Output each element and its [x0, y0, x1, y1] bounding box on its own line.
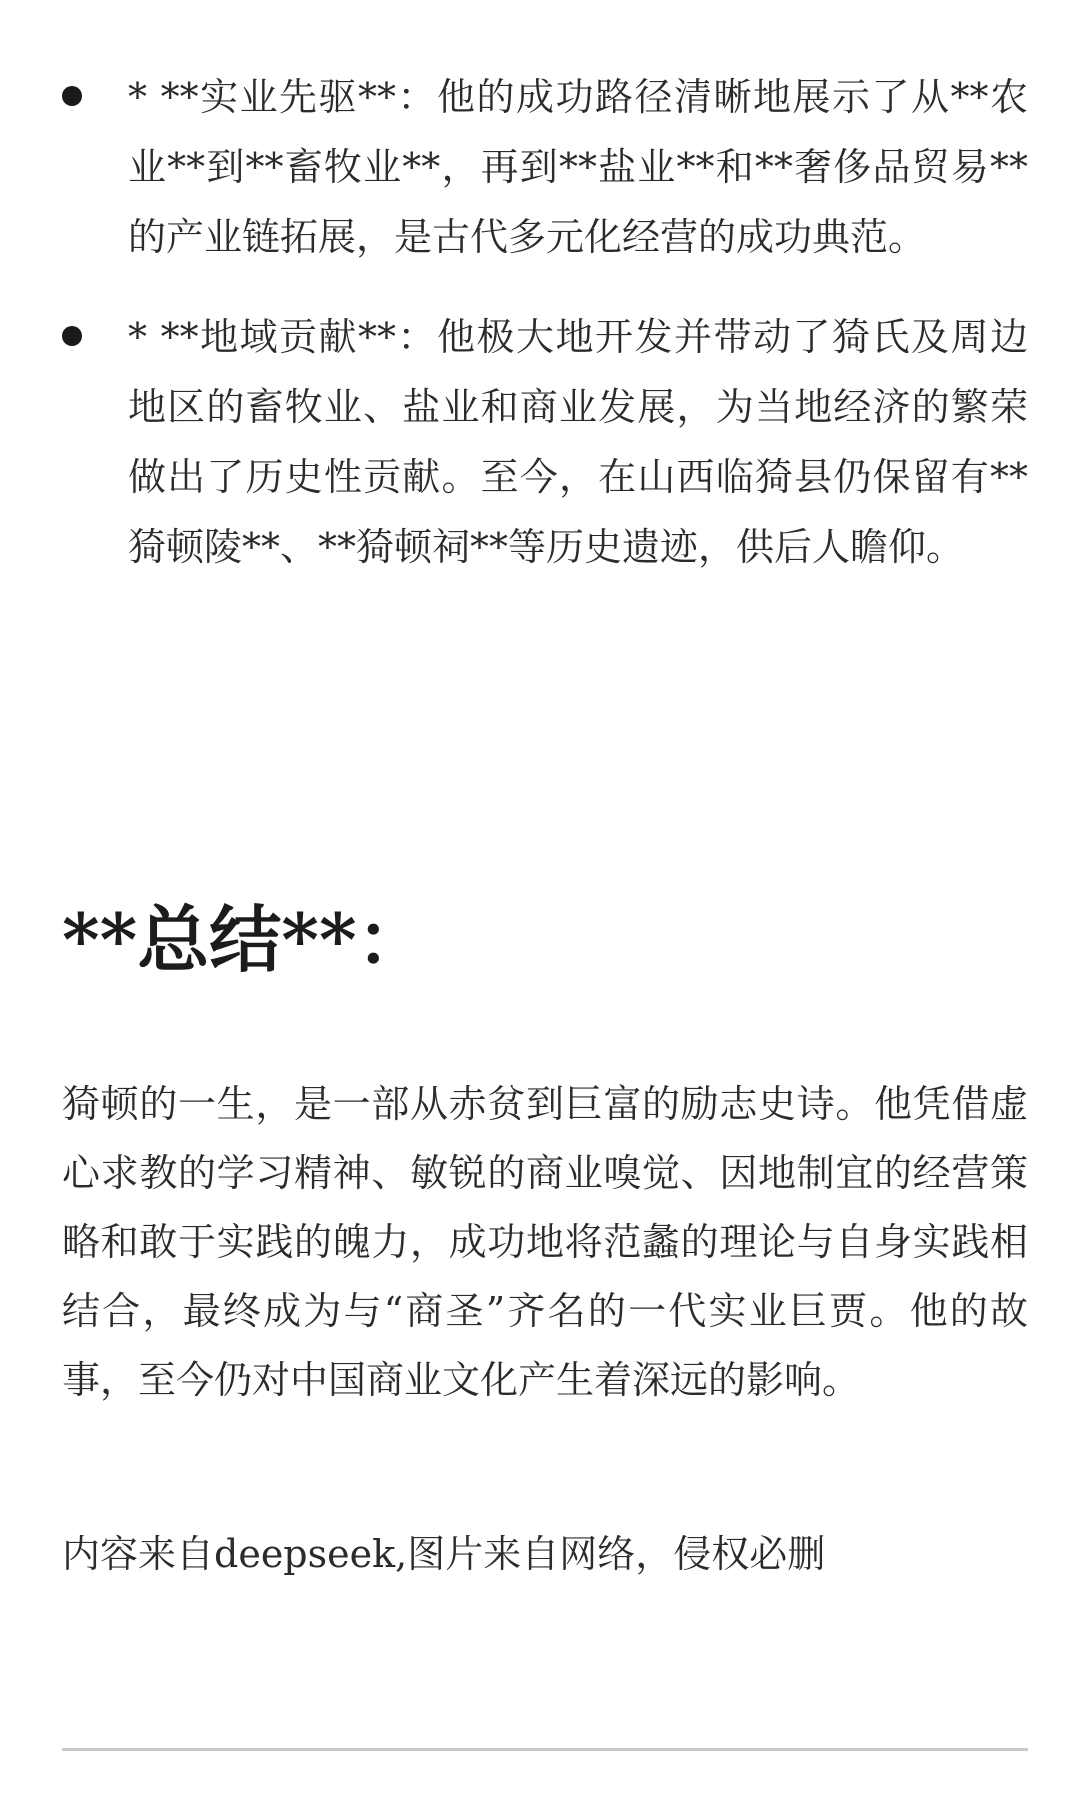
- divider: [62, 1748, 1028, 1751]
- list-item-text: * **实业先驱**：他的成功路径清晰地展示了从**农业**到**畜牧业**，再到**盐业**和**奢侈品贸易**的产业链拓展，是古代多元化经营的成功典范。: [128, 75, 1028, 259]
- list-item: [62, 302, 1028, 582]
- summary-paragraph: 猗顿的一生，是一部从赤贫到巨富的励志史诗。他凭借虚心求教的学习精神、敏锐的商业嗅觉、因地制宜的经营策略和敢于实践的魄力，成功地将范蠡的理论与自身实践相结合，最终成为与“商圣”齐名的一代实业巨贾。他的故事，至今仍对中国商业文化产生着深远的影响。: [62, 1082, 1028, 1402]
- bullet-dot-icon: [62, 86, 82, 106]
- bullet-list: [62, 62, 1028, 612]
- bullet-dot-icon: [62, 326, 82, 346]
- source-note: 内容来自deepseek,图片来自网络，侵权必删: [62, 1532, 826, 1576]
- list-item-text: * **地域贡献**：他极大地开发并带动了猗氏及周边地区的畜牧业、盐业和商业发展，为当地经济的繁荣做出了历史性贡献。至今，在山西临猗县仍保留有**猗顿陵**、**猗顿祠**等历史遗迹，供后人瞻仰。: [128, 315, 1028, 569]
- list-item: [62, 62, 1028, 272]
- section-title: **总结**：: [62, 897, 429, 982]
